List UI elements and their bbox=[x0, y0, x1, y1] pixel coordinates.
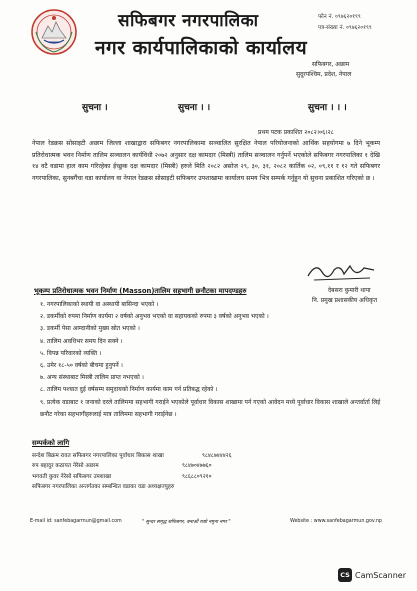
contact-row bbox=[32, 451, 332, 461]
contact-row bbox=[32, 482, 332, 492]
criteria-item: ५. विपन्न परिवारको व्यक्ति । bbox=[40, 349, 102, 357]
criteria-list bbox=[40, 299, 385, 421]
notice-heading-row bbox=[0, 100, 417, 114]
footer-slogan: " सुन्दर समृद्ध सफिबगर, बनाऔं राम्रो नमुना नगर " bbox=[142, 520, 231, 525]
contact-numbers bbox=[318, 12, 372, 34]
contact-row bbox=[32, 472, 332, 482]
notice-word-3: सुचना । । । bbox=[308, 103, 347, 113]
contact-name: भगवती कुवर नेरेसो सफिबगर उपशाखा bbox=[32, 473, 112, 480]
contacts-list bbox=[32, 451, 332, 493]
camscanner-label: CamScanner bbox=[355, 570, 407, 580]
notice-word-2: सुचना । । bbox=[178, 103, 211, 113]
municipality-name: सफिबगर नगरपालिका bbox=[118, 11, 259, 31]
signatory-name: देबसरा कुमारी थापा bbox=[328, 287, 371, 294]
phone-line-1: फोन नं. ०९७६२०१९९ bbox=[318, 14, 361, 20]
criteria-item: १. नगरपालिकाको स्थायी वा अस्थायी बासिन्दा भएको । bbox=[40, 301, 159, 308]
address-line-2: सुदूरपश्चिम, प्रदेश, नेपाल bbox=[296, 71, 352, 78]
contacts-title: सम्पर्कको लागि bbox=[32, 439, 70, 447]
contact-phone: ९८६८८०९२१० bbox=[182, 473, 212, 480]
criteria-item: ३. डकर्मी पेसा आम्दानीको मुख्य स्रोत भएको । bbox=[40, 325, 140, 333]
contact-name: रुप बहादुर कठायत नेरेसो अछाम bbox=[32, 463, 99, 470]
address-line-1: सफिबगर, अछाम bbox=[312, 61, 350, 68]
publication-date: प्रथम पटक प्रकाशित २०८२।०६।२८ bbox=[258, 129, 334, 136]
criteria-item: २. डकर्मीको रुपमा निर्माण कार्यमा २ वर्षको अनुभव भएको वा सहायकको रुपमा ३ वर्षको अनुभव भएको । bbox=[40, 313, 269, 321]
signatory-title: नि. प्रमुख प्रशासकीय अधिकृत bbox=[312, 297, 378, 304]
footer-website: Website : www.sanfebagarmun.gov.np bbox=[290, 519, 382, 524]
handwritten-signature bbox=[304, 258, 384, 284]
office-name: नगर कार्यपालिकाको कार्यालय bbox=[95, 37, 308, 59]
camscanner-logo-icon: CS bbox=[338, 568, 352, 582]
contact-phone: ९८४८७४४४२६ bbox=[202, 453, 232, 459]
criteria-item: ९. प्रत्येक वडाबाट १ जनाको दरले तालिममा सहभागी गराईने भएकोले पूर्वाधार विकास शाखामा पर्न गएको आवेदन मध्ये पूर्वाधार विकास शाखाले अन्तर्वार्ता लिई छनौट गरेका सहभागीहरुलाई मात्र तालिममा सहभागी गराईनेछ । bbox=[40, 398, 381, 418]
notice-word-1: सुचना । bbox=[82, 103, 108, 113]
criteria-title: भूकम्प प्रतिरोधात्मक भवन निर्माण (Masson)तालिम सहभागी छनौटका मापदण्डहरु bbox=[34, 287, 247, 295]
criteria-item: ८. तालिम पश्चात दुई वर्षसम्म समुदायको निर्माण कार्यमा काम गर्न प्रतिबद्ध रहेको । bbox=[40, 386, 218, 394]
camscanner-watermark bbox=[338, 568, 406, 582]
contact-name: सफिबगर नगरपालिका अन्तर्गतका सम्बन्धित वडाका वडा अध्यक्षज्युहरु bbox=[32, 484, 175, 491]
criteria-item: ४. तालिम अवधिभर समय दिन सक्ने । bbox=[40, 337, 123, 345]
contact-row bbox=[32, 461, 332, 471]
phone-line-2: पत्र-संख्या नं. ०९७६२०१९९ bbox=[318, 25, 372, 31]
contact-name: सन्देश बिक्रम रावत सफिबगर नगरपालिका पूर्वाधार बिकास शाखा bbox=[32, 453, 164, 459]
footer-email: E-mail id: sanfebagarmun@gmail.com bbox=[30, 519, 122, 524]
criteria-item: ७. अन्य संस्थाबाट मिस्त्री तालिम प्राप्त नभएको । bbox=[40, 374, 144, 382]
notice-body: नेपाल रेडक्रस सोसाइटी अछाम जिल्ला शाखाद्वारा सफिबगर नगरपालिकामा सञ्चालित सुरक्षित नेपाल परियोजनाको आर्थिक सहयोगमा ७ दिने भूकम्प प्रतिरोधात्मक भवन निर्माण तालिम सञ्चालन कार्यविधी २०७२ अनुसार दक्ष कामदार (मिस्त्री) तालिम सञ्चालन गर्नुपर्ने भएकोले सफिबगर नगरपालिका १ देखि १४ वटै वडामा हाल काम गरिरहेका ईच्छुक दक्ष कामदार (मिस्त्री) हरुले मिति २०८२ असोज २९, ३०, ३१, २०८२ कार्तिक ०२, ०९,११ र १२ गते सफिबगर नगरपालिका, सुनबगैंचा वडा कार्यालय वा नेपाल रेडक्रस सोसाइटी सफिबगर उपशाखामा कार्यालय समय भित्र सम्पर्क गर्नुहुन यो सुचना प्रकाशित गरिएको छ । bbox=[32, 140, 380, 182]
nepal-emblem-icon bbox=[30, 8, 78, 56]
contact-phone: ९८४७०४७७६० bbox=[182, 463, 212, 470]
criteria-item: ६. उमेर १८-५० वर्षको बीचमा हुनुपर्ने । bbox=[40, 362, 123, 370]
